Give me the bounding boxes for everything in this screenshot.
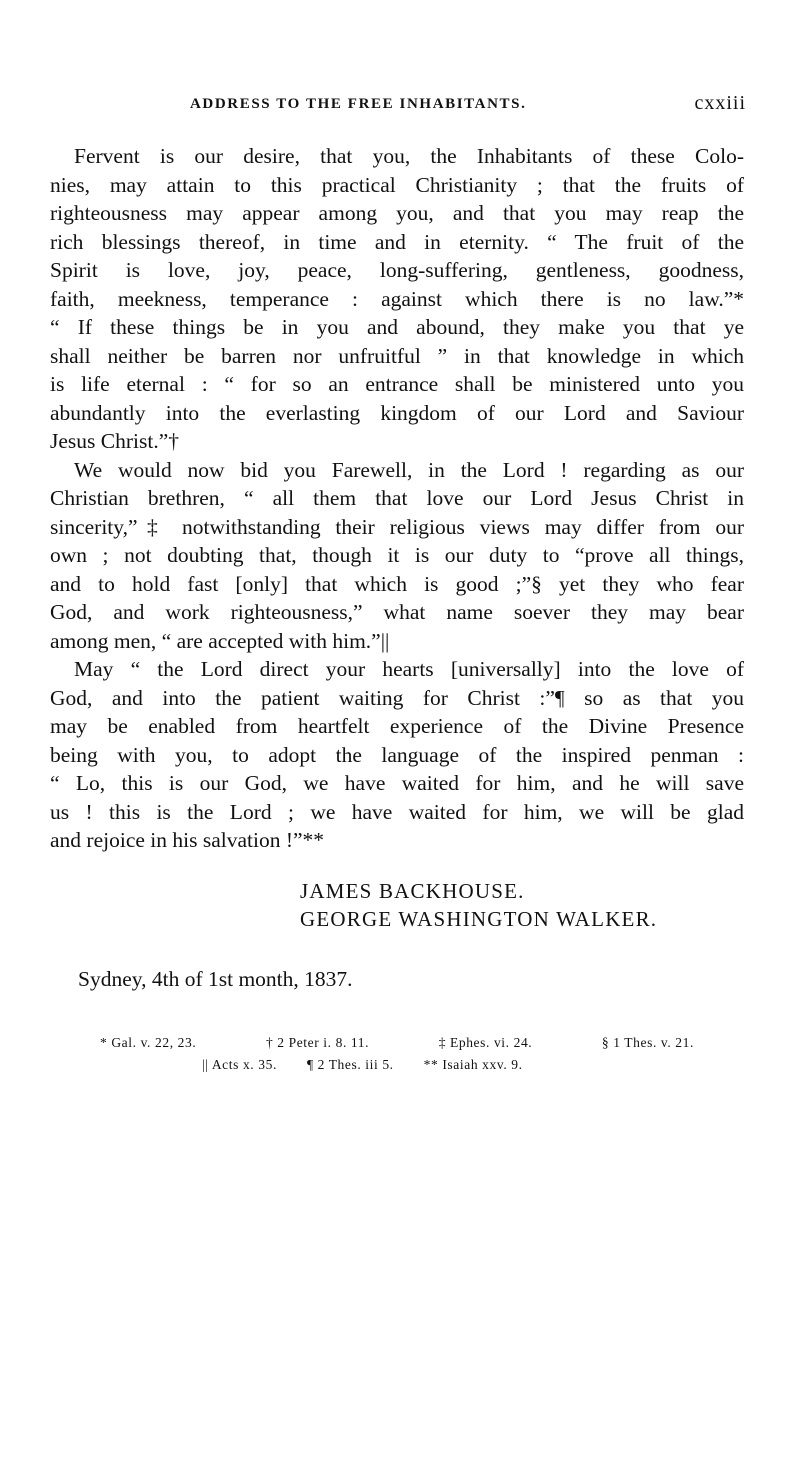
text-line: rich blessings thereof, in time and in eternity. “ The fruit of the	[50, 229, 744, 254]
text-line: We would now bid you Farewell, in the Lord ! regarding as our	[74, 457, 744, 482]
text-line: faith, meekness, temperance : against which there is no law.”*	[50, 286, 744, 311]
text-line: nies, may attain to this practical Christianity ; that the fruits of	[50, 172, 744, 197]
text-line: own ; not doubting that, though it is our duty to “prove all things,	[50, 543, 744, 567]
text-line: sincerity,”‡ notwithstanding their religious views may differ from our	[50, 514, 744, 539]
paragraph	[50, 655, 744, 855]
footnote: || Acts x. 35.	[202, 1057, 277, 1072]
text-line: abundantly into the everlasting kingdom of our Lord and Saviour	[50, 400, 744, 425]
text-line: may be enabled from heartfelt experience of the Divine Presence	[50, 714, 744, 738]
signature-block	[300, 877, 657, 933]
footnote: † 2 Peter i. 8. 11.	[265, 1035, 370, 1050]
signature-line: JAMES BACKHOUSE.	[300, 879, 525, 903]
footnote: * Gal. v. 22, 23.	[100, 1035, 197, 1050]
text-line: and rejoice in his salvation !”**	[50, 828, 325, 852]
text-line: “ Lo, this is our God, we have waited for him, and he will save	[50, 771, 744, 795]
date-line: Sydney, 4th of 1st month, 1837.	[78, 967, 353, 991]
footnote: ‡ Ephes. vi. 24.	[438, 1035, 533, 1050]
text-line: us ! this is the Lord ; we have waited for him, we will be glad	[50, 799, 744, 824]
text-line: righteousness may appear among you, and that you may reap the	[50, 201, 744, 225]
text-line: God, and into the patient waiting for Christ :”¶ so as that you	[50, 685, 744, 710]
footnote-row	[100, 1032, 694, 1054]
footnote: § 1 Thes. v. 21.	[601, 1035, 694, 1050]
running-title: ADDRESS TO THE FREE INHABITANTS.	[190, 96, 527, 112]
text-line: Fervent is our desire, that you, the Inhabitants of these Colo-	[74, 144, 744, 168]
paragraph	[50, 142, 744, 456]
text-line: May “ the Lord direct your hearts [universally] into the love of	[74, 657, 744, 681]
text-line: Jesus Christ.”†	[50, 429, 179, 453]
footnote: ** Isaiah xxv. 9.	[423, 1057, 523, 1072]
text-line: God, and work righteousness,” what name soever they may bear	[50, 600, 744, 624]
paragraph	[50, 456, 744, 656]
footnote-row	[100, 1054, 700, 1076]
signature-line: GEORGE WASHINGTON WALKER.	[300, 907, 658, 931]
text-line: Christian brethren, “ all them that love our Lord Jesus Christ in	[50, 486, 744, 510]
text-line: among men, “ are accepted with him.”||	[50, 628, 390, 653]
body-text	[50, 142, 744, 855]
footnote: ¶ 2 Thes. iii 5.	[306, 1057, 394, 1072]
text-line: is life eternal : “ for so an entrance shall be ministered unto you	[50, 372, 744, 396]
text-line: being with you, to adopt the language of the inspired penman :	[50, 742, 744, 767]
text-line: Spirit is love, joy, peace, long-suffering, gentleness, goodness,	[50, 258, 744, 282]
text-line: and to hold fast [only] that which is good ;”§ yet they who fear	[50, 571, 744, 596]
page-number: cxxiii	[694, 92, 746, 114]
footnotes	[100, 1032, 700, 1076]
text-line: “ If these things be in you and abound, they make you that ye	[50, 315, 744, 339]
text-line: shall neither be barren nor unfruitful ” in that knowledge in which	[50, 343, 744, 368]
